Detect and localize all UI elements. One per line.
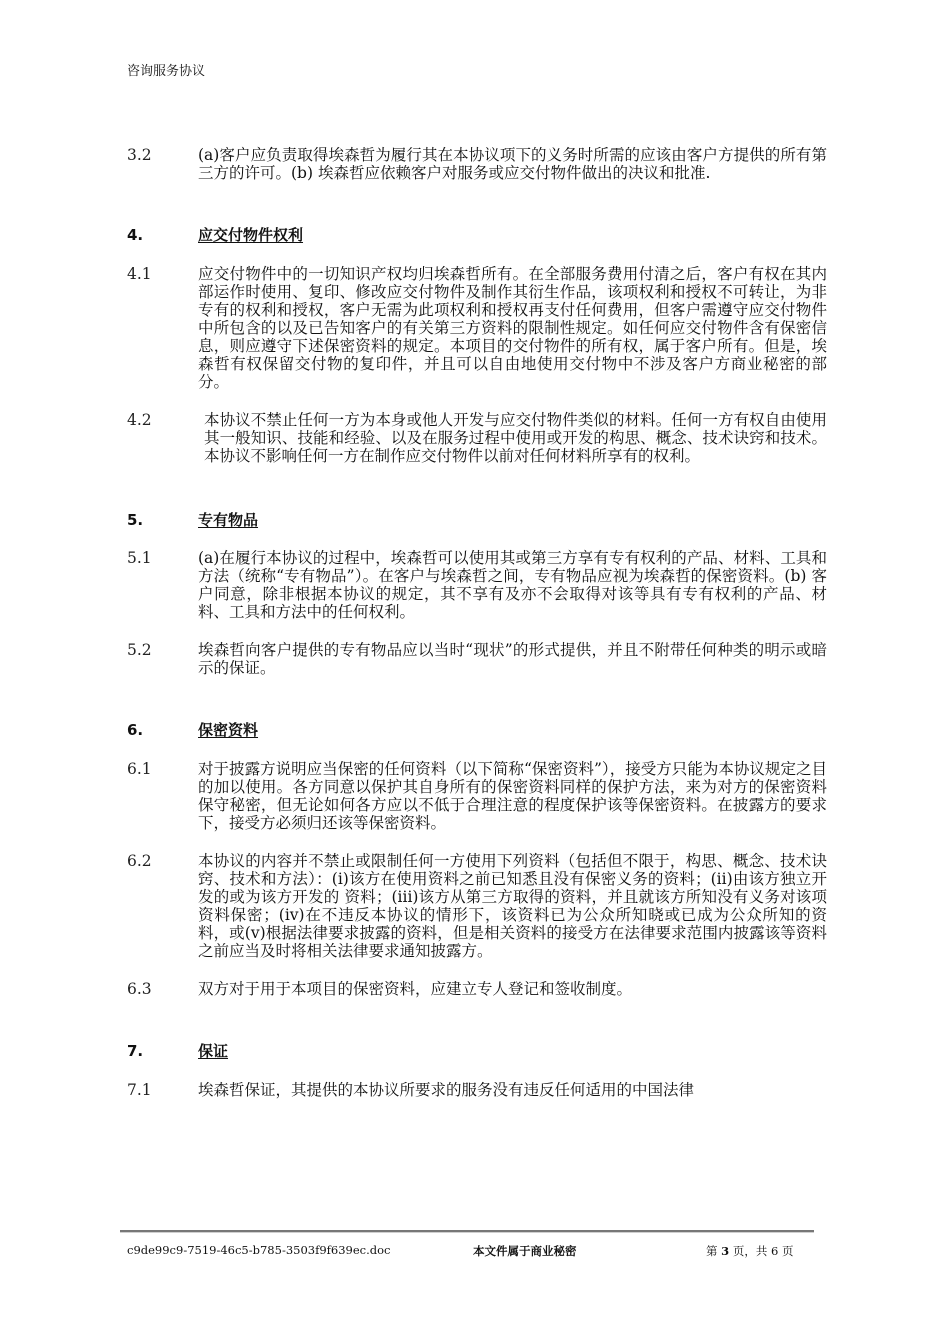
clause-number: 3.2 [127, 146, 152, 164]
clause-5-2 [127, 641, 827, 677]
clause-text: 本协议不禁止任何一方为本身或他人开发与应交付物件类似的材料。任何一方有权自由使用其一般知识、技能和经验、以及在服务过程中使用或开发的构思、概念、技术诀窍和技术。本协议不影响任何一方在制作应交付物件以前对任何材料所享有的权利。 [204, 411, 827, 465]
section-number: 7. [127, 1042, 144, 1060]
clause-number: 5.1 [127, 549, 152, 567]
clause-3-2 [127, 146, 827, 182]
page-middle: 页，共 [732, 1244, 768, 1258]
clause-number: 7.1 [127, 1081, 152, 1099]
footer-page-number [706, 1243, 793, 1259]
page-current: 3 [721, 1244, 730, 1258]
section-title: 专有物品 [198, 511, 259, 529]
clause-6-3 [127, 980, 827, 998]
clause-text: 埃森哲向客户提供的专有物品应以当时“现状”的形式提供，并且不附带任何种类的明示或暗示的保证。 [198, 641, 827, 677]
clause-7-1 [127, 1081, 827, 1099]
section-number: 4. [127, 226, 144, 244]
section-heading-4 [127, 226, 827, 244]
section-heading-6 [127, 721, 827, 739]
clause-number: 6.2 [127, 852, 152, 870]
section-title: 保证 [198, 1042, 229, 1060]
section-number: 6. [127, 721, 144, 739]
clause-number: 6.3 [127, 980, 152, 998]
page-total: 6 [770, 1244, 779, 1258]
clause-number: 4.1 [127, 265, 152, 283]
section-heading-7 [127, 1042, 827, 1060]
clause-5-1 [127, 549, 827, 621]
clause-number: 5.2 [127, 641, 152, 659]
clause-4-2 [127, 411, 827, 465]
clause-4-1 [127, 265, 827, 391]
page-prefix: 第 [706, 1244, 718, 1258]
footer-confidential-notice: 本文件属于商业秘密 [473, 1244, 577, 1258]
clause-text: 埃森哲保证，其提供的本协议所要求的服务没有违反任何适用的中国法律 [198, 1081, 695, 1099]
page-suffix: 页 [781, 1244, 794, 1258]
clause-text: 双方对于用于本项目的保密资料，应建立专人登记和签收制度。 [198, 980, 633, 998]
section-heading-5 [127, 511, 827, 529]
clause-text: (a)客户应负责取得埃森哲为履行其在本协议项下的义务时所需的应该由客户方提供的所有第三方的许可。(b) 埃森哲应依赖客户对服务或应交付物件做出的决议和批准. [198, 146, 827, 182]
clause-number: 4.2 [127, 411, 152, 429]
clause-6-1 [127, 760, 827, 832]
footer-divider [120, 1230, 814, 1232]
document-header-title: 咨询服务协议 [127, 64, 206, 79]
document-body [127, 146, 827, 1099]
clause-text: (a)在履行本协议的过程中，埃森哲可以使用其或第三方享有专有权利的产品、材料、工具和方法（统称“专有物品”）。在客户与埃森哲之间，专有物品应视为埃森哲的保密资料。(b) 客户同意，除非根据本协议的规定，其不享有及亦不会取得对该等具有专有权利的产品、材料、工具和方法中的任何权利。 [198, 549, 827, 621]
section-number: 5. [127, 511, 144, 529]
clause-text: 本协议的内容并不禁止或限制任何一方使用下列资料（包括但不限于，构思、概念、技术诀窍、技术和方法）：(i)该方在使用资料之前已知悉且没有保密义务的资料；(ii)由该方独立开发的或为该方开发的 资料；(iii)该方从第三方取得的资料，并且就该方所知没有义务对该项资料保密；(iv)在不违反本协议的情形下，该资料已为公众所知晓或已成为公众所知的资料，或(v)根据法律要求披露的资料，但是相关资料的接受方在法律要求范围内披露该等资料之前应当及时将相关法律要求通知披露方。 [198, 852, 827, 960]
clause-text: 应交付物件中的一切知识产权均归埃森哲所有。在全部服务费用付清之后，客户有权在其内部运作时使用、复印、修改应交付物件及制作其衍生作品，该项权利和授权不可转让，为非专有的权利和授权，客户无需为此项权利和授权再支付任何费用，但客户需遵守应交付物件中所包含的以及已告知客户的有关第三方资料的限制性规定。如任何应交付物件含有保密信息，则应遵守下述保密资料的规定。本项目的交付物件的所有权，属于客户所有。但是，埃森哲有权保留交付物的复印件，并且可以自由地使用交付物中不涉及客户方商业秘密的部分。 [198, 265, 827, 391]
clause-number: 6.1 [127, 760, 152, 778]
section-title: 保密资料 [198, 721, 259, 739]
clause-text: 对于披露方说明应当保密的任何资料（以下简称“保密资料”），接受方只能为本协议规定之目的加以使用。各方同意以保护其自身所有的保密资料同样的保护方法，来为对方的保密资料保守秘密，但无论如何各方应以不低于合理注意的程度保护该等保密资料。在披露方的要求下，接受方必须归还该等保密资料。 [198, 760, 827, 832]
footer-filename: c9de99c9-7519-46c5-b785-3503f9f639ec.doc [127, 1243, 391, 1257]
clause-6-2 [127, 852, 827, 960]
section-title: 应交付物件权利 [198, 226, 304, 244]
